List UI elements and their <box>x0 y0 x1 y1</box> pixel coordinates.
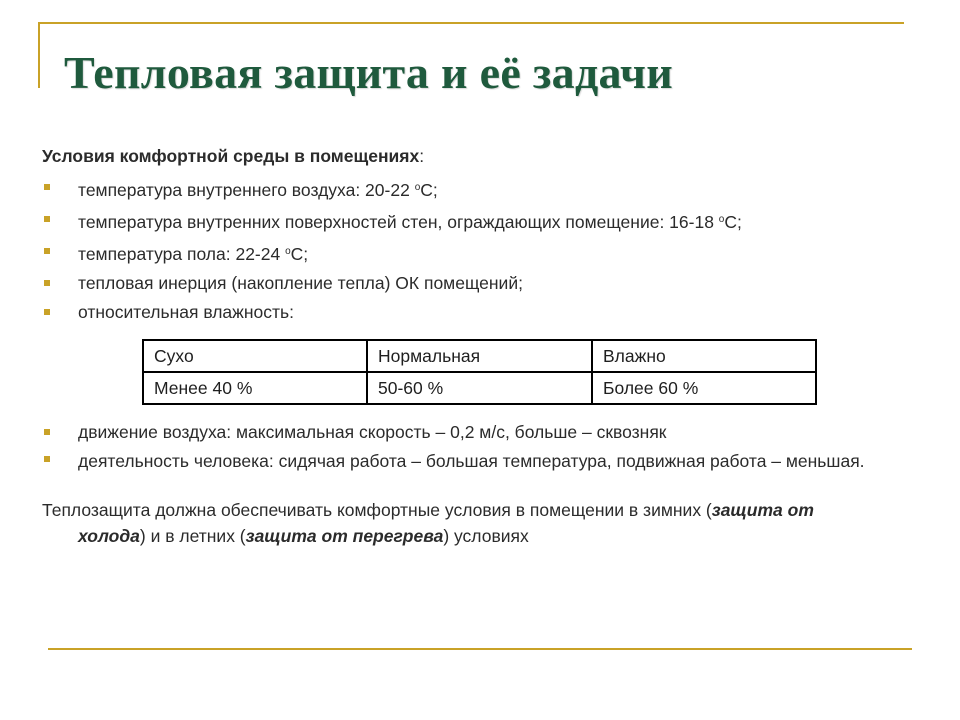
emphasis-cold: защита от холода <box>78 500 814 546</box>
table-cell: Менее 40 % <box>143 372 367 404</box>
humidity-table <box>142 339 817 405</box>
list-item: температура внутреннего воздуха: 20-22 $^о$С; <box>42 173 882 205</box>
table-row <box>143 372 816 404</box>
conditions-heading-text: Условия комфортной среды в помещениях <box>42 146 420 166</box>
square-bullet-icon <box>44 309 50 315</box>
table-cell: 50-60 % <box>367 372 592 404</box>
list-item: тепловая инерция (накопление тепла) ОК помещений; <box>42 269 882 298</box>
square-bullet-icon <box>44 456 50 462</box>
list-item: движение воздуха: максимальная скорость – 0,2 м/с, больше – сквозняк <box>42 418 882 447</box>
top-frame-line <box>38 22 904 24</box>
bottom-frame-line <box>48 648 912 650</box>
conditions-list-continued <box>42 418 882 474</box>
square-bullet-icon <box>44 248 50 254</box>
conditions-heading <box>42 142 882 171</box>
square-bullet-icon <box>44 184 50 190</box>
table-cell: Влажно <box>592 340 816 372</box>
conclusion-paragraph: Теплозащита должна обеспечивать комфортные условия в помещении в зимних (защита от холода) и в летних (защита от перегрева) условиях <box>42 500 814 546</box>
emphasis-overheat: защита от перегрева <box>245 526 444 546</box>
table-cell: Более 60 % <box>592 372 816 404</box>
square-bullet-icon <box>44 429 50 435</box>
slide-content <box>42 142 882 549</box>
slide-title: Тепловая защита и её задачи <box>64 47 674 98</box>
list-item: температура внутренних поверхностей стен, ограждающих помещение: 16-18 $^о$С; <box>42 205 882 237</box>
list-item: температура пола: 22-24 $^о$С; <box>42 237 882 269</box>
conditions-list <box>42 173 882 327</box>
conditions-heading-colon: : <box>419 146 425 166</box>
square-bullet-icon <box>44 216 50 222</box>
left-frame-line <box>38 22 40 88</box>
square-bullet-icon <box>44 280 50 286</box>
list-item: деятельность человека: сидячая работа – большая температура, подвижная работа – меньшая. <box>42 447 882 474</box>
table-cell: Сухо <box>143 340 367 372</box>
list-item: относительная влажность: <box>42 298 882 327</box>
table-row <box>143 340 816 372</box>
table-cell: Нормальная <box>367 340 592 372</box>
